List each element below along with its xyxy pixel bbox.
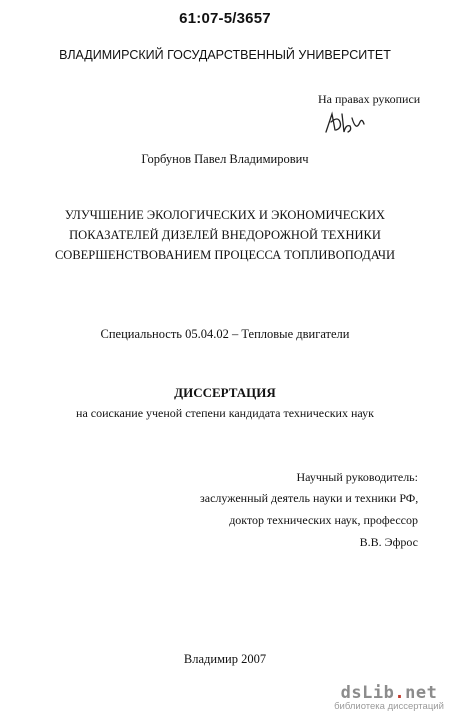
supervisor-title-1: заслуженный деятель науки и техники РФ, [200, 491, 419, 505]
supervisor-name: В.В. Эфрос [359, 535, 418, 549]
watermark-logo-tld: net [405, 683, 438, 703]
registration-code: 61:07-5/3657 [179, 10, 271, 27]
supervisor-heading: Научный руководитель: [296, 470, 418, 484]
specialty-line: Специальность 05.04.02 – Тепловые двигатели [100, 327, 350, 341]
watermark-subtitle: библиотека диссертаций [334, 701, 444, 712]
supervisor-title-2: доктор технических наук, профессор [229, 513, 418, 527]
title-line-3: СОВЕРШЕНСТВОВАНИЕМ ПРОЦЕССА ТОПЛИВОПОДАЧИ [54, 248, 396, 262]
watermark [330, 683, 448, 712]
handwritten-signature [322, 108, 366, 138]
watermark-logo-dot: . [394, 683, 406, 703]
author-name: Горбунов Павел Владимирович [141, 152, 309, 166]
city-year: Владимир 2007 [183, 652, 267, 666]
dissertation-title [0, 205, 450, 265]
watermark-logo [330, 683, 448, 703]
document-type-heading: ДИССЕРТАЦИЯ [174, 385, 276, 400]
watermark-logo-main: dsLib [340, 683, 395, 703]
title-line-2: ПОКАЗАТЕЛЕЙ ДИЗЕЛЕЙ ВНЕДОРОЖНОЙ ТЕХНИКИ [69, 228, 381, 242]
manuscript-rights-note: На правах рукописи [318, 92, 421, 106]
university-name: ВЛАДИМИРСКИЙ ГОСУДАРСТВЕННЫЙ УНИВЕРСИТЕТ [59, 48, 391, 62]
title-line-1: УЛУЧШЕНИЕ ЭКОЛОГИЧЕСКИХ И ЭКОНОМИЧЕСКИХ [64, 208, 386, 222]
degree-line: на соискание ученой степени кандидата технических наук [76, 406, 374, 420]
